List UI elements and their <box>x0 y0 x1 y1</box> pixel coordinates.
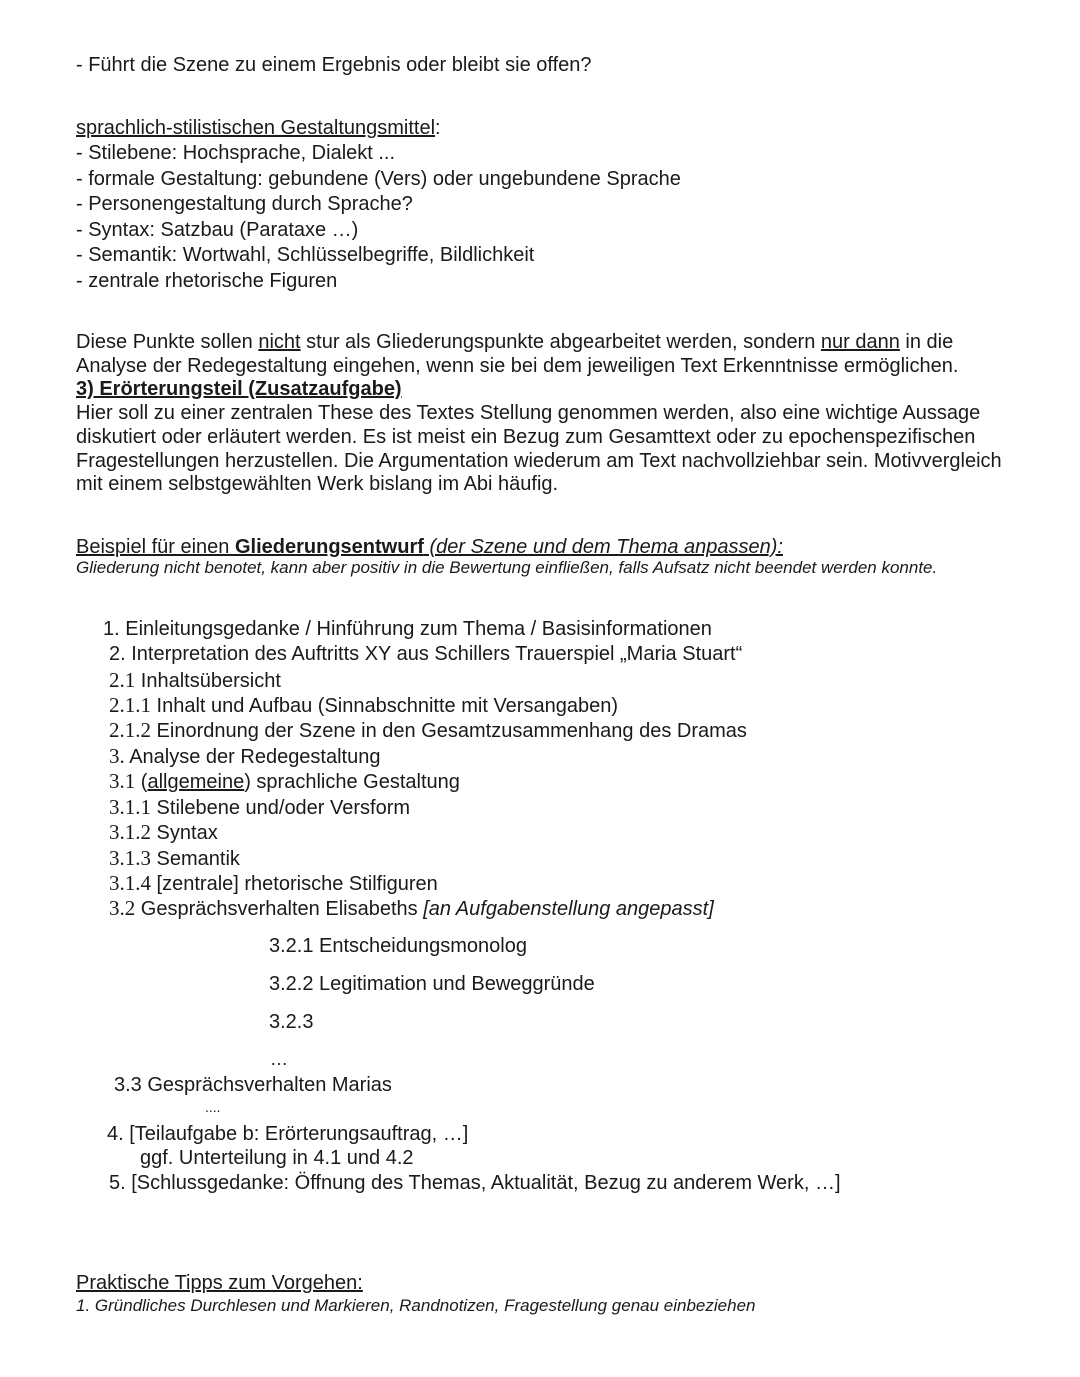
gliederung-text: Stilebene und/oder Versform <box>151 797 411 819</box>
gliederung-number: 3.1.4 <box>109 871 151 895</box>
gliederung-item-2-1-1 <box>109 693 618 718</box>
eroerterung-heading: 3) Erörterungsteil (Zusatzaufgabe) <box>76 378 402 400</box>
gliederung-number: 2. <box>109 643 126 665</box>
hinweis-nicht: nicht <box>258 331 301 353</box>
gliederung-item-3-1-1 <box>109 795 410 820</box>
intro-bullet: - Führt die Szene zu einem Ergebnis oder bleibt sie offen? <box>76 54 592 76</box>
stilmittel-heading <box>76 116 441 140</box>
stilmittel-heading-text: sprachlich-stilistischen Gestaltungsmittel <box>76 117 436 139</box>
gliederung-item-3-3: 3.3 Gesprächsverhalten Marias <box>114 1074 392 1096</box>
gliederung-number: 1. <box>103 618 120 640</box>
tipps-heading: Praktische Tipps zum Vorgehen: <box>76 1272 363 1294</box>
gliederung-item-3-2-2: 3.2.2 Legitimation und Beweggründe <box>269 973 595 995</box>
stilmittel-heading-colon: : <box>435 117 441 139</box>
gliederung-text: Analyse der Redegestaltung <box>124 746 381 768</box>
gliederung-ellipsis: .... <box>205 1099 221 1115</box>
gliederung-italic-note: [an Aufgabenstellung angepasst] <box>423 898 714 920</box>
hinweis-line-2: Analyse der Redegestaltung eingehen, wenn sie bei dem jeweiligen Text Erkenntnisse ermöglichen. <box>76 355 959 377</box>
gliederung-item-3-1-3 <box>109 846 240 871</box>
gliederung-number: 2.1.1 <box>109 693 151 717</box>
beispiel-heading-bold: Gliederungsentwurf <box>234 536 424 558</box>
beispiel-heading-italic: (der Szene und dem Thema anpassen): <box>423 536 783 558</box>
hinweis-text: stur als Gliederungspunkte abgearbeitet werden, sondern <box>300 331 821 353</box>
eroerterung-line: Hier soll zu einer zentralen These des Textes Stellung genommen werden, also eine wichtige Aussage <box>76 402 981 424</box>
gliederung-item-3-1-4 <box>109 871 438 896</box>
gliederung-text: Syntax <box>151 822 218 844</box>
gliederung-allgemeine: allgemeine <box>147 771 245 793</box>
gliederung-item-1 <box>103 617 712 641</box>
gliederung-text: Inhalt und Aufbau (Sinnabschnitte mit Versangaben) <box>151 695 618 717</box>
beispiel-heading-text: Beispiel für einen <box>76 536 235 558</box>
stilmittel-item: - formale Gestaltung: gebundene (Vers) oder ungebundene Sprache <box>76 168 681 190</box>
gliederung-item-2-1-2 <box>109 718 747 743</box>
gliederung-number: 3. <box>109 744 125 768</box>
gliederung-number: 3.1.3 <box>109 846 151 870</box>
gliederung-item-3-1-2 <box>109 820 218 845</box>
beispiel-heading <box>76 535 783 559</box>
gliederung-item-3-1 <box>109 769 460 794</box>
gliederung-ellipsis: … <box>270 1049 288 1069</box>
gliederung-number: 2.1 <box>109 668 136 692</box>
gliederung-text: Einleitungsgedanke / Hinführung zum Thema / Basisinformationen <box>119 618 712 640</box>
gliederung-text: Gesprächsverhalten Elisabeths <box>135 898 424 920</box>
eroerterung-line: mit einem selbstgewählten Werk bislang im Abi häufig. <box>76 473 559 495</box>
gliederung-text: Einordnung der Szene in den Gesamtzusammenhang des Dramas <box>151 720 747 742</box>
stilmittel-item: - Syntax: Satzbau (Parataxe …) <box>76 219 359 241</box>
gliederung-item-2 <box>109 642 742 666</box>
hinweis-nur-dann: nur dann <box>820 331 900 353</box>
eroerterung-line: Fragestellungen herzustellen. Die Argumentation wiederum am Text nachvollziehbar sein. Motivvergleich <box>76 450 1002 472</box>
gliederung-text: ( <box>135 771 148 793</box>
tipps-item: 1. Gründliches Durchlesen und Markieren, Randnotizen, Fragestellung genau einbeziehen <box>76 1296 756 1315</box>
gliederung-item-2-1 <box>109 668 281 693</box>
gliederung-text: [zentrale] rhetorische Stilfiguren <box>151 873 438 895</box>
beispiel-note: Gliederung nicht benotet, kann aber positiv in die Bewertung einfließen, falls Aufsatz nicht beendet werden konnte. <box>76 558 938 577</box>
gliederung-item-3-2-1: 3.2.1 Entscheidungsmonolog <box>269 935 527 957</box>
stilmittel-item: - zentrale rhetorische Figuren <box>76 270 338 292</box>
gliederung-item-3-2 <box>109 896 714 921</box>
eroerterung-line: diskutiert oder erläutert werden. Es ist meist ein Bezug zum Gesamttext oder zu epochenspezifischen <box>76 426 976 448</box>
gliederung-number: 3.1 <box>109 769 136 793</box>
gliederung-number: 3.1.1 <box>109 795 151 819</box>
gliederung-text: ) sprachliche Gestaltung <box>244 771 460 793</box>
stilmittel-item: - Personengestaltung durch Sprache? <box>76 193 413 215</box>
gliederung-item-3-2-3: 3.2.3 <box>269 1011 314 1033</box>
gliederung-item-5: 5. [Schlussgedanke: Öffnung des Themas, Aktualität, Bezug zu anderem Werk, …] <box>109 1172 841 1194</box>
gliederung-text: Interpretation des Auftritts XY aus Schillers Trauerspiel „Maria Stuart“ <box>125 643 743 665</box>
hinweis-text: Diese Punkte sollen <box>76 331 259 353</box>
gliederung-number: 3.2 <box>109 896 136 920</box>
hinweis-text: in die <box>899 331 954 353</box>
hinweis-line-1 <box>76 330 953 354</box>
gliederung-text: Semantik <box>151 848 240 870</box>
gliederung-number: 3.1.2 <box>109 820 151 844</box>
stilmittel-item: - Semantik: Wortwahl, Schlüsselbegriffe, Bildlichkeit <box>76 244 535 266</box>
gliederung-item-4-sub: ggf. Unterteilung in 4.1 und 4.2 <box>140 1147 414 1169</box>
stilmittel-item: - Stilebene: Hochsprache, Dialekt ... <box>76 142 396 164</box>
gliederung-number: 2.1.2 <box>109 718 151 742</box>
gliederung-text: Inhaltsübersicht <box>135 670 281 692</box>
gliederung-item-4: 4. [Teilaufgabe b: Erörterungsauftrag, …] <box>107 1123 469 1145</box>
gliederung-item-3 <box>109 744 380 769</box>
